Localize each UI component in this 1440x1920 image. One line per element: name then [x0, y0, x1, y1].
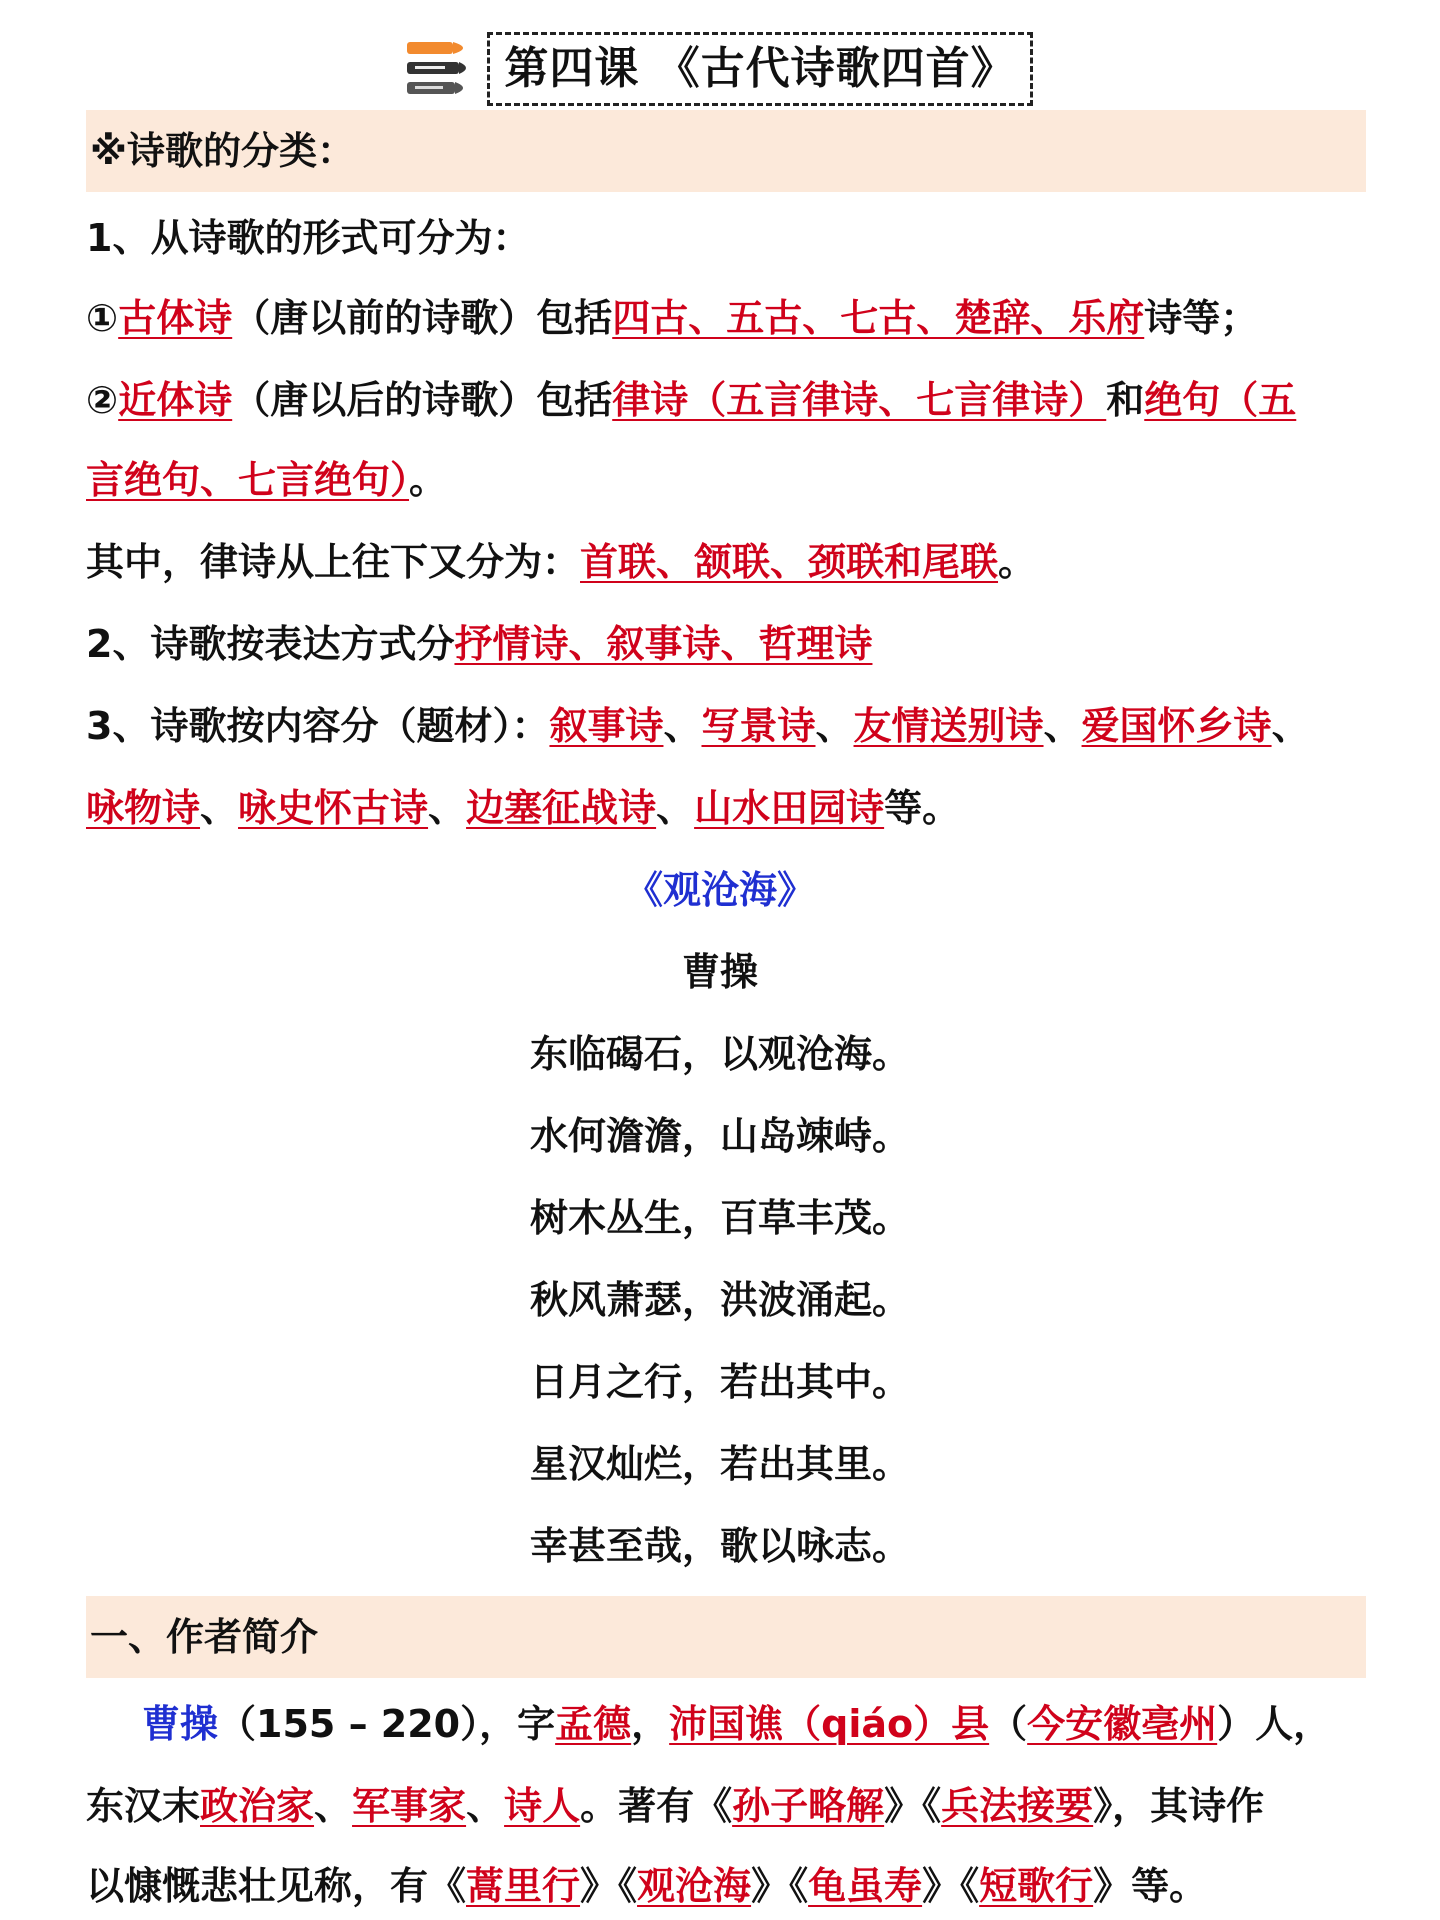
text: ）人，: [1217, 1702, 1332, 1746]
sep: 、: [656, 786, 695, 830]
term: 叙事诗: [549, 704, 664, 748]
term: 兵法接要: [941, 1784, 1094, 1828]
sep: 、: [815, 704, 854, 748]
sep: 、: [466, 1784, 505, 1828]
term: 山水田园诗: [694, 786, 885, 830]
term-jueju-cont: 言绝句、七言绝句）: [86, 458, 410, 502]
poem-verse: 秋风萧瑟，洪波涌起。: [529, 1278, 910, 1322]
poem-verse: 星汉灿烂，若出其里。: [529, 1442, 910, 1486]
poem-verse: 幸甚至哉，歌以咏志。: [529, 1524, 910, 1568]
text: 。: [998, 540, 1037, 584]
text: 。: [409, 458, 448, 502]
poem-verse: 日月之行，若出其中。: [529, 1360, 910, 1404]
poem-verse: 水何澹澹，山岛竦峙。: [529, 1114, 910, 1158]
bio-line-3: [86, 1862, 1376, 1910]
sep: 、: [663, 704, 702, 748]
text: 其中，律诗从上往下又分为：: [86, 540, 581, 584]
term: 友情送别诗: [853, 704, 1044, 748]
author-name: 曹操: [142, 1702, 219, 1746]
term: 写景诗: [701, 704, 816, 748]
term: 今安徽亳州: [1027, 1702, 1218, 1746]
sep: 、: [1043, 704, 1082, 748]
text: （155 – 220），字: [218, 1702, 556, 1746]
text: 诗等；: [1144, 296, 1259, 340]
poem-author: 曹操: [681, 950, 758, 994]
term: 孙子略解: [732, 1784, 885, 1828]
term: 咏物诗: [86, 786, 201, 830]
term: 观沧海: [637, 1864, 752, 1908]
term: 爱国怀乡诗: [1081, 704, 1272, 748]
section-heading-classification: ※诗歌的分类：: [86, 110, 1366, 192]
text: 东汉末: [86, 1784, 201, 1828]
line-expression: [86, 620, 1376, 668]
term: 边塞征战诗: [466, 786, 657, 830]
text: （: [989, 1702, 1028, 1746]
text: 》《: [884, 1784, 942, 1828]
poem-title: 《观沧海》: [624, 868, 815, 912]
term-jinti: 近体诗: [118, 378, 233, 422]
line-jueju-cont: [86, 456, 1376, 504]
term: 龟虽寿: [808, 1864, 923, 1908]
sep: 、: [1271, 704, 1310, 748]
line-modern-poetry: [86, 376, 1376, 424]
section-heading-author: 一、作者简介: [86, 1596, 1366, 1678]
term: 政治家: [200, 1784, 315, 1828]
text: 》《: [580, 1864, 638, 1908]
term-jueju: 绝句（五: [1144, 378, 1297, 422]
bio-line-2: [86, 1782, 1376, 1830]
book-stack-icon: [407, 40, 475, 98]
line-ancient-poetry: [86, 294, 1376, 342]
text: 3、诗歌按内容分（题材）：: [86, 704, 550, 748]
term: 孟德: [555, 1702, 632, 1746]
poem-verse: 树木丛生，百草丰茂。: [529, 1196, 910, 1240]
term: 沛国谯（qiáo）县: [669, 1702, 990, 1746]
text: 以慷慨悲壮见称，有《: [86, 1864, 467, 1908]
line-content: [86, 702, 1376, 750]
term-expression: 抒情诗、叙事诗、哲理诗: [454, 622, 873, 666]
term: 军事家: [352, 1784, 467, 1828]
line-content-cont: [86, 784, 1376, 832]
term-parts: 首联、颔联、颈联和尾联: [580, 540, 999, 584]
term: 诗人: [504, 1784, 581, 1828]
text: 》等。: [1093, 1864, 1208, 1908]
page-title: 第四课 《古代诗歌四首》: [487, 32, 1032, 106]
bio-line-1: [86, 1700, 1432, 1748]
term-guti: 古体诗: [118, 296, 233, 340]
num-2: ②: [86, 378, 119, 422]
sep: 、: [200, 786, 239, 830]
sep: 、: [314, 1784, 353, 1828]
text: ，: [631, 1702, 670, 1746]
poem-verse: 东临碣石，以观沧海。: [529, 1032, 910, 1076]
term: 蒿里行: [466, 1864, 581, 1908]
text: 2、诗歌按表达方式分: [86, 622, 455, 666]
num-1: ①: [86, 296, 119, 340]
title-bar: [0, 32, 1440, 106]
line-lvshi-parts: [86, 538, 1376, 586]
term-lvshi: 律诗（五言律诗、七言律诗）: [612, 378, 1107, 422]
text: 和: [1106, 378, 1145, 422]
text: （唐以后的诗歌）包括: [232, 378, 613, 422]
term: 短歌行: [979, 1864, 1094, 1908]
text: 》《: [751, 1864, 809, 1908]
text: 》，其诗作: [1093, 1784, 1265, 1828]
text: 。著有《: [580, 1784, 733, 1828]
text: 》《: [922, 1864, 980, 1908]
text: （唐以前的诗歌）包括: [232, 296, 613, 340]
sep: 、: [428, 786, 467, 830]
line-form: 1、从诗歌的形式可分为：: [86, 216, 531, 260]
term-list: 四古、五古、七古、楚辞、乐府: [612, 296, 1145, 340]
term: 咏史怀古诗: [238, 786, 429, 830]
text: 等。: [884, 786, 961, 830]
